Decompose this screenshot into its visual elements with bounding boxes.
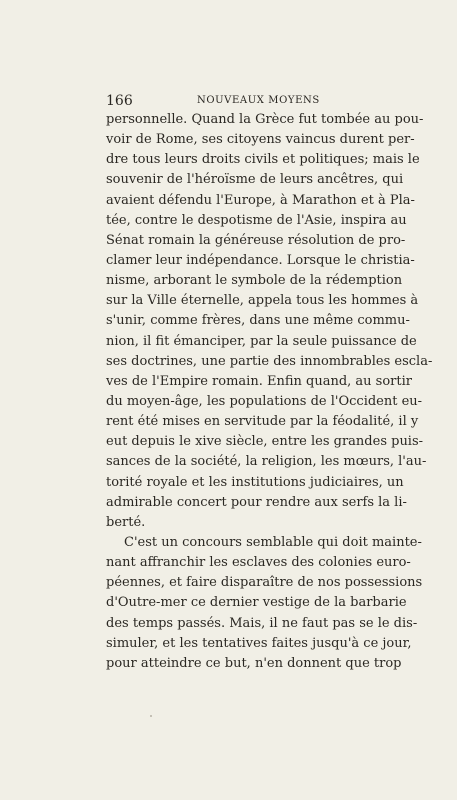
text-line: pour atteindre ce but, n'en donnent que trop (106, 655, 402, 671)
text-line: simuler, et les tentatives faites jusqu'à ce jour, (106, 635, 412, 651)
text-line: tée, contre le despotisme de l'Asie, inspira au (106, 212, 407, 228)
text-line: sur la Ville éternelle, appela tous les hommes à (106, 293, 419, 309)
text-line: ves de l'Empire romain. Enfin quand, au sortir (106, 373, 412, 389)
text-line: personnelle. Quand la Grèce fut tombée au pou- (106, 112, 424, 127)
text-line: péennes, et faire disparaître de nos possessions (106, 575, 423, 591)
text-line: avaient défendu l'Europe, à Marathon et à Pla- (106, 192, 415, 208)
paper-speck (150, 715, 152, 717)
text-line: C'est un concours semblable qui doit mainte- (124, 534, 422, 550)
text-line: des temps passés. Mais, il ne faut pas se le dis- (106, 615, 418, 631)
text-line: admirable concert pour rendre aux serfs la li- (106, 494, 407, 510)
text-line: s'unir, comme frères, dans une même commu- (106, 313, 410, 329)
text-line: nant affranchir les esclaves des colonies euro- (106, 555, 411, 571)
text-line: voir de Rome, ses citoyens vaincus durent per- (106, 132, 415, 148)
body-text (106, 110, 433, 674)
text-line: clamer leur indépendance. Lorsque le christia- (106, 252, 415, 268)
text-line: berté. (106, 514, 146, 530)
running-head: NOUVEAUX MOYENS (197, 95, 320, 106)
page-number: 166 (106, 93, 133, 109)
text-line: dre tous leurs droits civils et politiques; mais le (106, 152, 420, 168)
text-line: ses doctrines, une partie des innombrables escla- (106, 353, 433, 369)
page-header (0, 93, 457, 109)
text-line: du moyen-âge, les populations de l'Occident eu- (106, 393, 423, 409)
text-line: nisme, arborant le symbole de la rédemption (106, 273, 403, 289)
text-line: rent été mises en servitude par la féodalité, il y (106, 414, 419, 430)
text-line: souvenir de l'héroïsme de leurs ancêtres, qui (106, 172, 404, 188)
text-line: sances de la société, la religion, les mœurs, l'au- (106, 454, 427, 470)
text-line: torité royale et les institutions judiciaires, un (106, 474, 404, 490)
text-line: d'Outre-mer ce dernier vestige de la barbarie (106, 595, 407, 611)
text-line: Sénat romain la généreuse résolution de pro- (106, 232, 406, 248)
text-line: nion, il fit émanciper, par la seule puissance de (106, 333, 417, 349)
text-line: eut depuis le xive siècle, entre les grandes puis- (106, 434, 424, 450)
